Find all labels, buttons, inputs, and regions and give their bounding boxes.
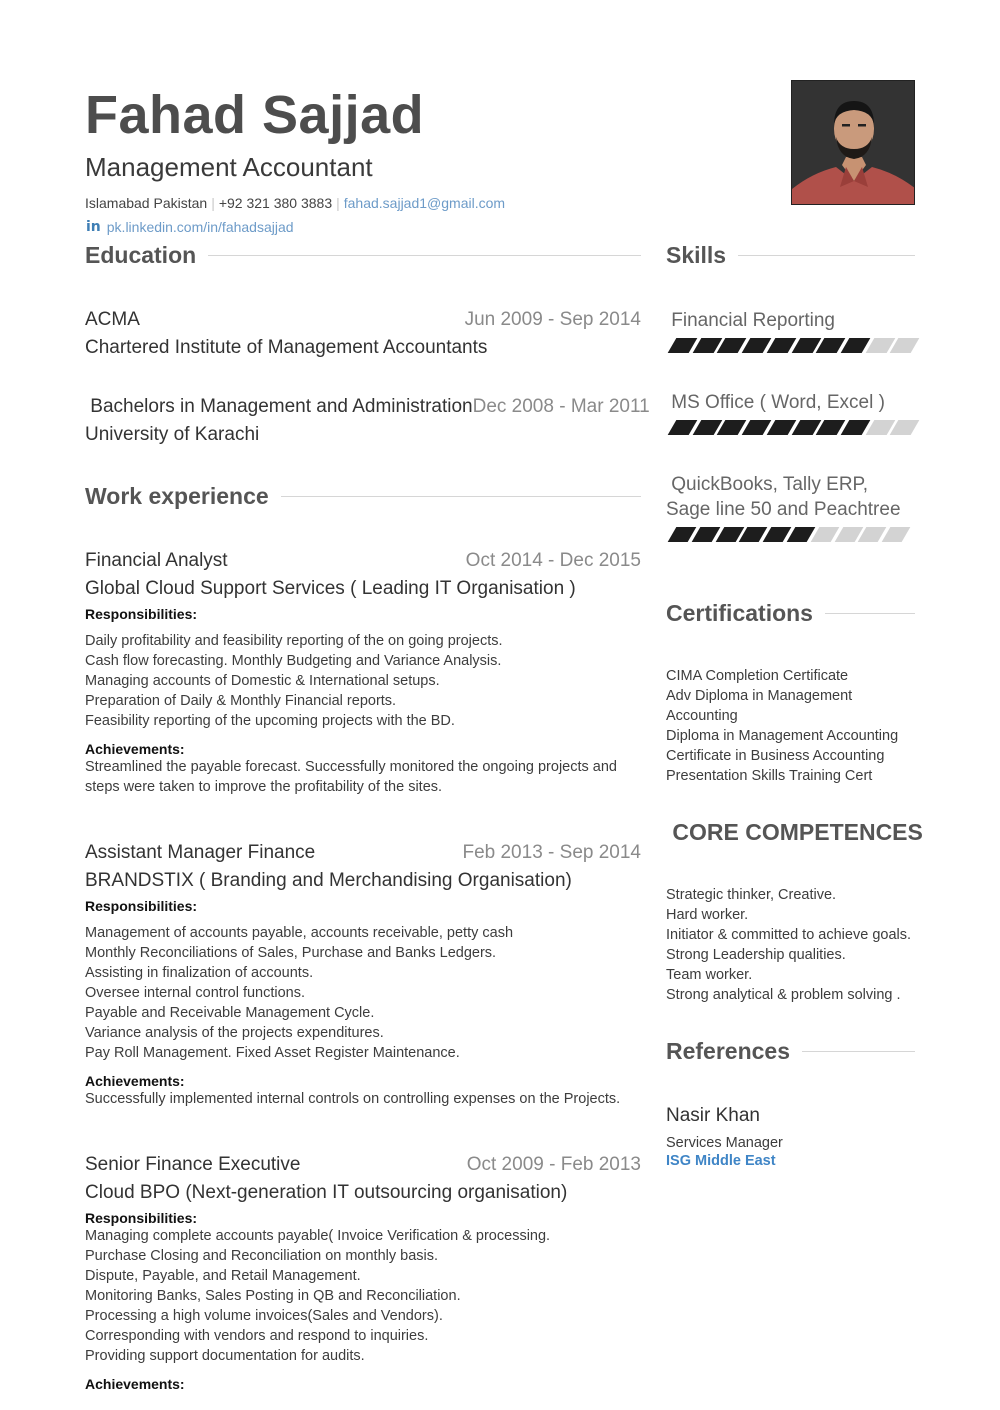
phone: +92 321 380 3883 [218,195,333,211]
job-title: Senior Finance Executive [85,1154,301,1175]
divider [208,255,641,256]
list-item: steps were taken to improve the profitability of the sites. [85,779,443,795]
job-title: Financial Analyst [85,550,228,571]
achievements-list [85,1089,641,1109]
list-item: Providing support documentation for audits. [85,1348,365,1364]
list-item: Daily profitability and feasibility reporting of the on going projects. [85,633,503,649]
reference-name: Nasir Khan [666,1105,760,1126]
skill-level-bar [672,527,906,542]
list-item: Initiator & committed to achieve goals. [666,927,912,943]
reference-entry [666,1105,915,1169]
degree: Bachelors in Management and Administration [85,396,473,417]
candidate-name: Fahad Sajjad [85,85,425,145]
section-title: Certifications [666,600,813,626]
dates: Jun 2009 - Sep 2014 [464,309,641,330]
list-item: Variance analysis of the projects expenditures. [85,1025,384,1041]
list-item: Successfully implemented internal controls on controlling expenses on the Projects. [85,1091,621,1107]
skill-level-segment [882,527,910,542]
skills-heading [666,242,915,269]
dates: Dec 2008 - Mar 2011 [472,396,650,417]
list-item: Strong analytical & problem solving . [666,987,901,1003]
profile-photo [791,80,915,205]
section-title: Work experience [85,483,269,509]
skill-name: MS Office ( Word, Excel ) [666,392,885,413]
skill-level-bar [672,420,915,435]
certifications-heading [666,600,915,627]
divider [738,255,915,256]
skill-name: QuickBooks, Tally ERP, Sage line 50 and Peachtree [666,474,901,520]
education-item [85,396,650,446]
list-item: Monitoring Banks, Sales Posting in QB and Reconciliation. [85,1288,461,1304]
job-title: Management Accountant [85,152,373,182]
location: Islamabad Pakistan [85,195,208,211]
skill-name: Financial Reporting [666,310,835,331]
responsibilities-list [85,1226,641,1366]
list-item: Preparation of Daily & Monthly Financial reports. [85,693,397,709]
list-item: Strong Leadership qualities. [666,947,846,963]
competences-heading [666,819,923,846]
list-item: Dispute, Payable, and Retail Management. [85,1268,361,1284]
list-item: Assisting in finalization of accounts. [85,965,314,981]
list-item: Managing accounts of Domestic & International setups. [85,673,440,689]
job-title: Assistant Manager Finance [85,842,316,863]
section-title: Skills [666,242,727,268]
education-item [85,309,641,359]
list-item: Payable and Receivable Management Cycle. [85,1005,375,1021]
degree: ACMA [85,309,140,330]
job-entry [85,550,641,797]
achievements-label: Achievements: [85,1376,185,1392]
section-title: Education [85,242,197,268]
list-item: Streamlined the payable forecast. Successfully monitored the ongoing projects and [85,759,617,775]
linkedin-icon: in [86,219,101,235]
list-item: CIMA Completion Certificate [666,668,849,684]
education-heading [85,242,641,269]
contact-line: Islamabad Pakistan | +92 321 380 3883 | fahad.sajjad1@gmail.com [85,195,506,211]
linkedin-url[interactable]: pk.linkedin.com/in/fahadsajjad [106,219,294,235]
list-item: Team worker. [666,967,753,983]
company: Cloud BPO (Next-generation IT outsourcing organisation) [85,1182,568,1203]
skill-level-bar [672,338,915,353]
competences-list [666,885,921,1005]
skill-item [666,308,915,353]
responsibilities-label: Responsibilities: [85,1210,198,1226]
company: Global Cloud Support Services ( Leading IT Organisation ) [85,578,576,599]
skill-level-segment [890,420,919,435]
achievements-label: Achievements: [85,741,185,757]
skill-item [666,390,915,435]
certifications-list [666,666,906,786]
achievements-list [85,757,641,797]
divider [281,496,641,497]
list-item: Cash flow forecasting. Monthly Budgeting and Variance Analysis. [85,653,502,669]
list-item: Strategic thinker, Creative. [666,887,837,903]
section-title: CORE COMPETENCES [666,819,923,845]
dates: Oct 2009 - Feb 2013 [466,1154,641,1175]
list-item: Pay Roll Management. Fixed Asset Register Maintenance. [85,1045,460,1061]
school: Chartered Institute of Management Accountants [85,337,488,358]
list-item: Processing a high volume invoices(Sales and Vendors). [85,1308,443,1324]
company: BRANDSTIX ( Branding and Merchandising Organisation) [85,870,572,891]
list-item: Managing complete accounts payable( Invoice Verification & processing. [85,1228,551,1244]
work-heading [85,483,641,510]
reference-company: ISG Middle East [666,1153,776,1169]
list-item: Presentation Skills Training Cert [666,768,873,784]
references-heading [666,1038,915,1065]
responsibilities-label: Responsibilities: [85,606,198,622]
school: University of Karachi [85,424,260,445]
list-item: Oversee internal control functions. [85,985,306,1001]
list-item: Adv Diploma in Management Accounting [666,688,853,724]
section-title: References [666,1038,791,1064]
email-link[interactable]: fahad.sajjad1@gmail.com [343,195,506,211]
dates: Oct 2014 - Dec 2015 [465,550,641,571]
job-entry [85,842,641,1109]
profile-photo-image [792,81,915,205]
list-item: Hard worker. [666,907,749,923]
divider [825,613,915,614]
list-item: Monthly Reconciliations of Sales, Purchase and Banks Ledgers. [85,945,497,961]
achievements-label: Achievements: [85,1073,185,1089]
divider [802,1051,915,1052]
reference-title: Services Manager [666,1135,783,1151]
list-item: Purchase Closing and Reconciliation on monthly basis. [85,1248,439,1264]
list-item: Certificate in Business Accounting [666,748,885,764]
linkedin-link[interactable] [86,219,294,235]
skill-level-segment [890,338,919,353]
responsibilities-list [85,631,641,731]
dates: Feb 2013 - Sep 2014 [462,842,641,863]
responsibilities-list [85,923,641,1063]
list-item: Feasibility reporting of the upcoming projects with the BD. [85,713,455,729]
list-item: Management of accounts payable, accounts receivable, petty cash [85,925,514,941]
responsibilities-label: Responsibilities: [85,898,198,914]
list-item: Diploma in Management Accounting [666,728,899,744]
job-entry [85,1154,641,1392]
skill-item [666,472,906,542]
list-item: Corresponding with vendors and respond to inquiries. [85,1328,429,1344]
